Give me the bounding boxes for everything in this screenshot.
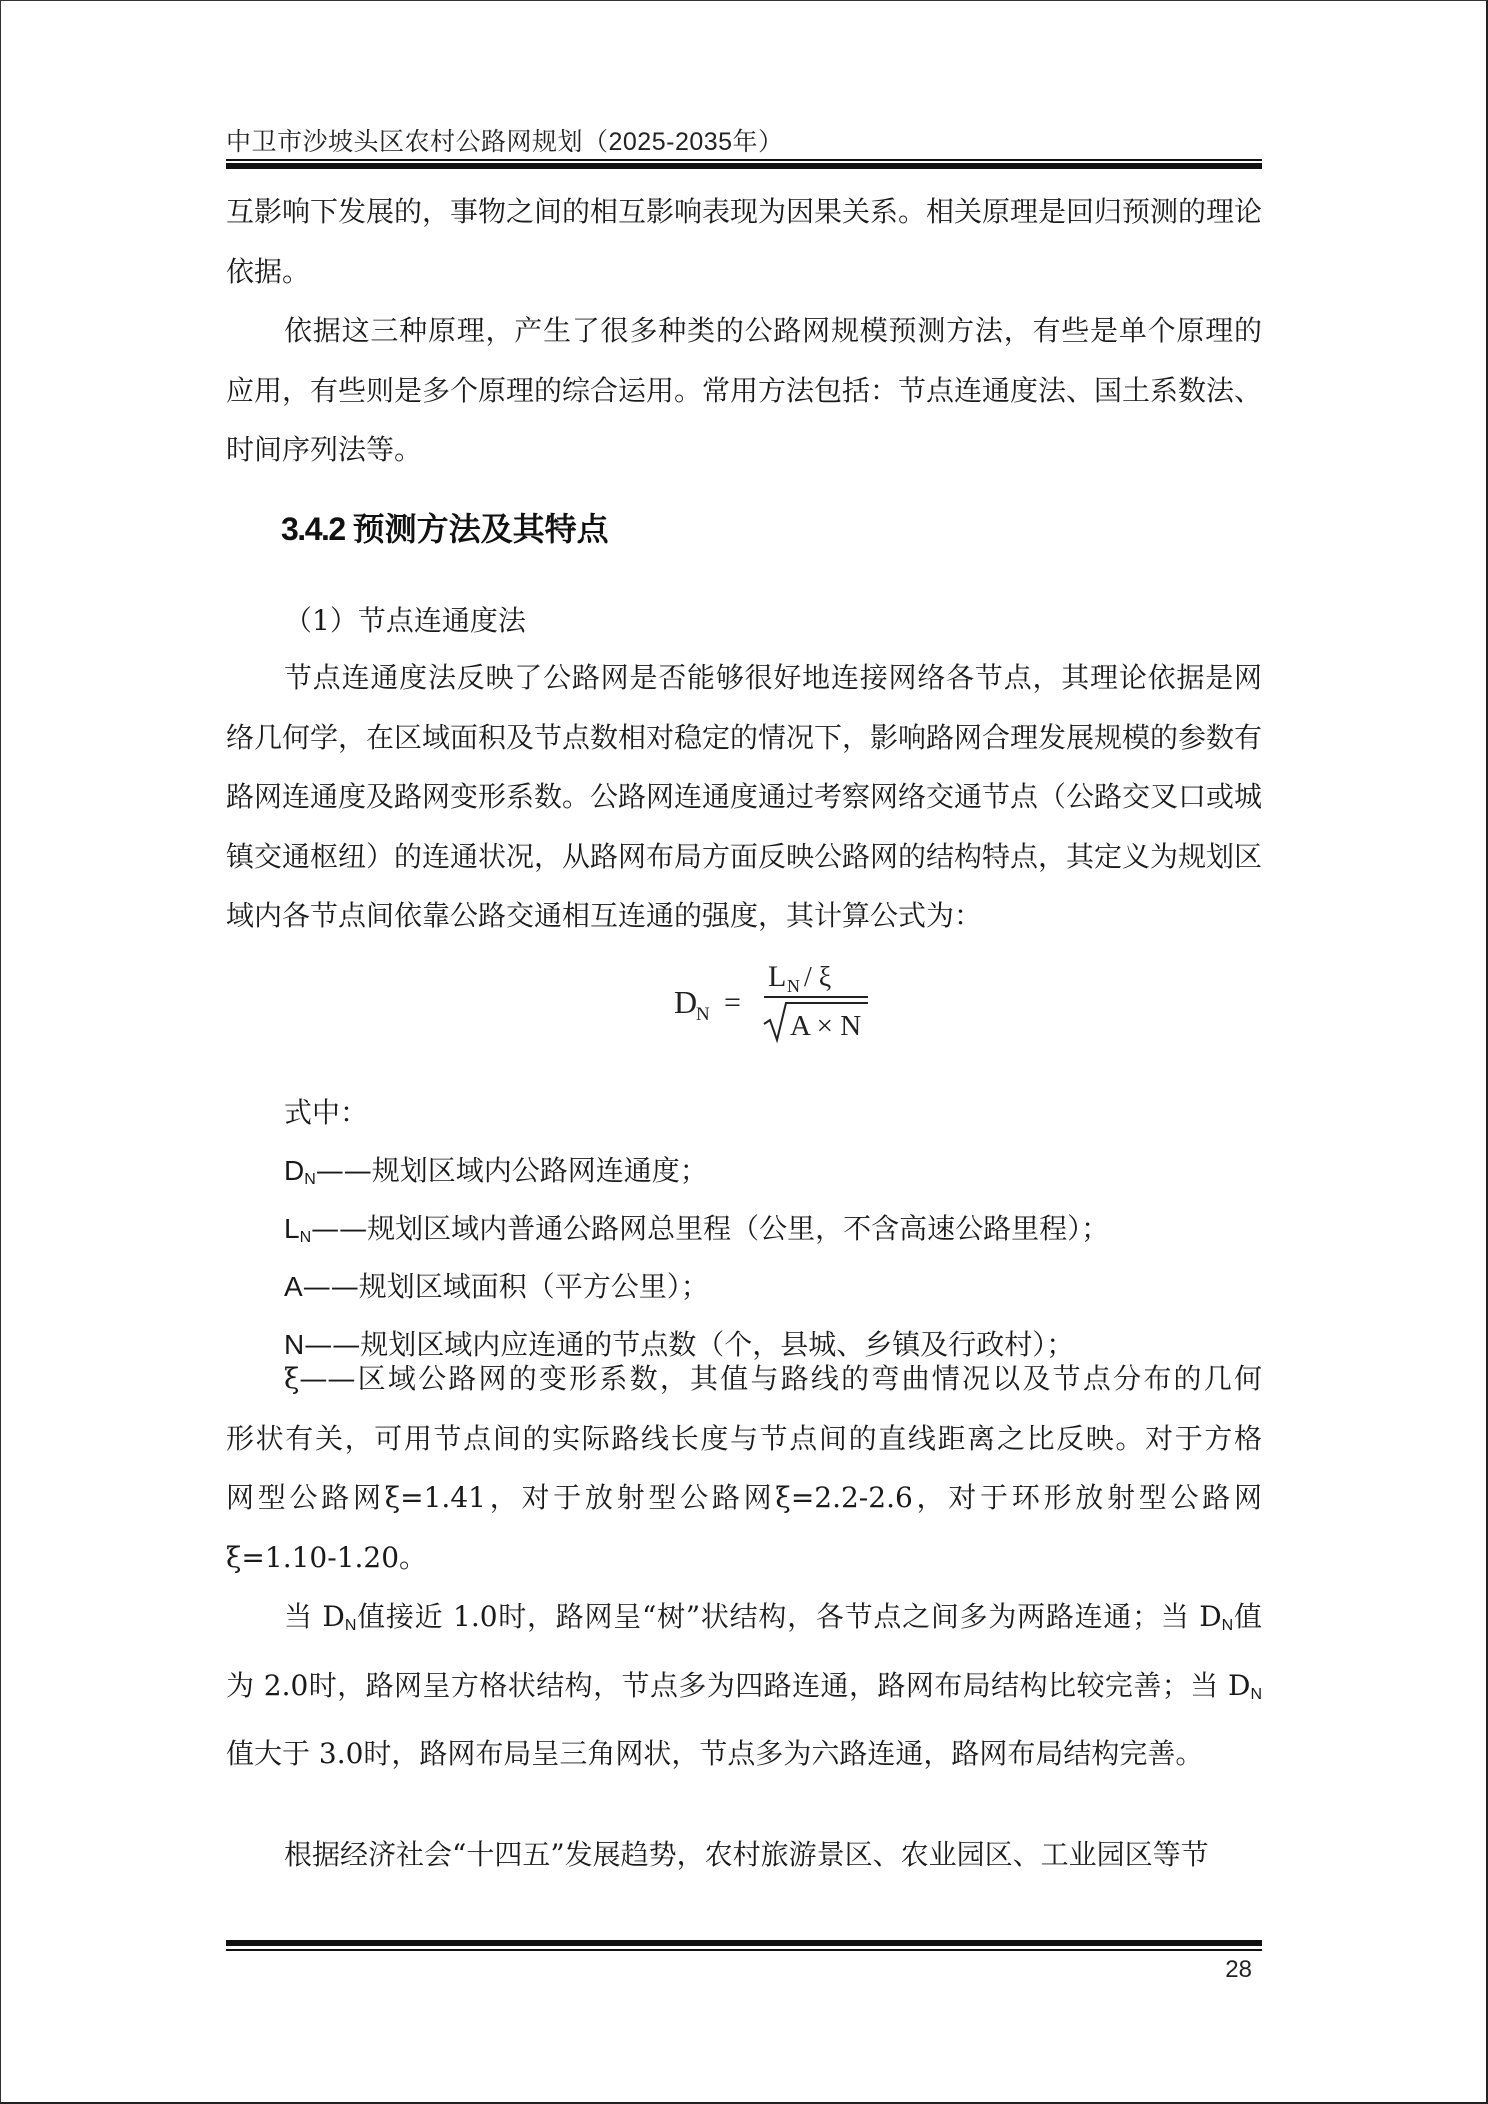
running-header: 中卫市沙坡头区农村公路网规划（2025-2035年）	[226, 128, 784, 156]
subsection-title: （1）节点连通度法	[284, 604, 526, 637]
dn-paragraph: 当 $D_N$值接近 1.0时，路网呈“树”状结构，各节点之间多为两路连通；当 $D_N$值为 2.0时，路网呈方格状结构，节点多为四路连通，路网布局结构比较完善；当 $D_N$值大于 3.0时，路网布局呈三角网状，节点多为六路连通，路网布局结构完善。	[226, 1600, 1262, 1770]
xi-line-1: ξ——区域公路网的变形系数，其值与路线的弯曲情况以及节点分布的几何	[284, 1362, 1262, 1395]
page-number: 28	[1225, 1956, 1252, 1983]
section-title: 预测方法及其特点	[352, 510, 609, 548]
xi-line-3: 网型公路网ξ=1.41，对于放射型公路网ξ=2.2-2.6，对于环形放射型公路网	[226, 1481, 1262, 1514]
paragraph-3: 节点连通度法反映了公路网是否能够很好地连接网络各节点，其理论依据是网络几何学，在区域面积及节点数相对稳定的情况下，影响路网合理发展规模的参数有路网连通度及路网变形系数。公路网连通度通过考察网络交通节点（公路交叉口或城镇交通枢纽）的连通状况，从路网布局方面反映公路网的结构特点，其定义为规划区域内各节点间依靠公路交通相互连通的强度，其计算公式为：	[226, 661, 1263, 932]
paragraph-last: 根据经济社会“十四五”发展趋势，农村旅游景区、农业园区、工业园区等节	[284, 1838, 1209, 1871]
definition-n: N——规划区域内应连通的节点数（个，县城、乡镇及行政村）；	[284, 1328, 1075, 1361]
formula-lhs: D	[674, 984, 698, 1020]
formula-denominator: A × N	[790, 1010, 862, 1042]
section-heading	[281, 504, 609, 550]
footer-rule-thick	[226, 1940, 1262, 1946]
header-rule-thick	[226, 163, 1262, 169]
definition-ln: $L_N——$规划区域内普通公路网总里程（公里，不含高速公路里程）；	[284, 1212, 1110, 1246]
section-number: 3.4.2	[281, 511, 345, 547]
header-rule-thin	[226, 159, 1262, 161]
formula-numerator-rest: / ξ	[804, 962, 832, 993]
definition-dn: $D_N——$规划区域内公路网连通度；	[284, 1154, 708, 1188]
definitions-intro: 式中：	[284, 1096, 369, 1129]
xi-line-2: 形状有关，可用节点间的实际路线长度与节点间的直线距离之比反映。对于方格	[226, 1422, 1262, 1455]
connectivity-formula	[672, 956, 892, 1046]
formula-numerator: L	[768, 960, 787, 993]
definition-a: A——规划区域面积（平方公里）；	[284, 1270, 709, 1303]
paragraph-2: 依据这三种原理，产生了很多种类的公路网规模预测方法，有些是单个原理的应用，有些则是多个原理的综合运用。常用方法包括：节点连通度法、国土系数法、时间序列法等。	[226, 314, 1263, 466]
xi-line-4: ξ=1.10-1.20。	[226, 1541, 428, 1574]
formula-lhs-sub: N	[696, 1004, 710, 1025]
paragraph-1: 互影响下发展的，事物之间的相互影响表现为因果关系。相关原理是回归预测的理论依据。	[226, 195, 1263, 288]
formula-equals: =	[724, 986, 741, 1019]
footer-rule-thin	[226, 1949, 1262, 1951]
formula-numerator-sub: N	[787, 976, 800, 996]
